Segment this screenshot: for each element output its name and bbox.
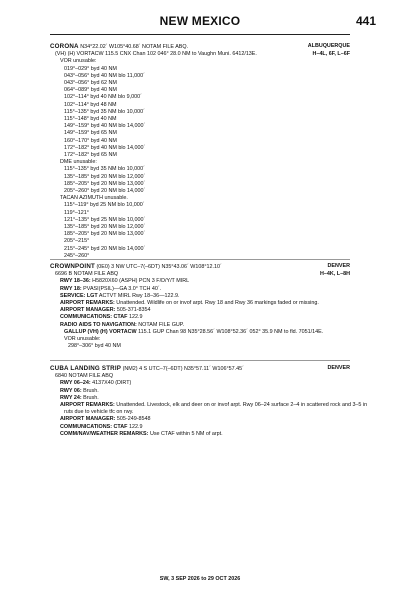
list-item: 205°–260° byd 20 NM blo 14,000´ [64,188,146,195]
page-header-state: NEW MEXICO [159,14,241,28]
tacan-unusable-list [50,202,350,260]
list-item: 172°–182° byd 40 NM blo 14,000´ [64,144,146,151]
list-item: 115°–135° byd 35 NM blo 10,000´ [64,166,145,173]
header-rule [50,34,350,35]
vor-unusable-label: VOR unusable: [64,336,101,343]
page-number: 441 [355,14,376,28]
list-item: 064°–089° byd 40 NM [64,87,117,94]
runway-end-line: RWY 18: PVASI(PSIL)—GA 3.0° TCH 40´. [60,285,162,292]
tacan-unusable-label: TACAN AZIMUTH unusable. [60,195,128,202]
runway-end-line: RWY 06: Brush. [60,387,99,394]
list-item: 043°–056° byd 62 NM [64,80,117,87]
entry-corona [50,43,350,260]
airport-remarks: AIRPORT REMARKS: Unattended. Livestock, elk and deer on or invof arpt. Rwy 06–24 surface 2–4 in scattered rock and 3–5 in [60,402,368,409]
elevation-notam: 6696 B NOTAM FILE ABQ [55,271,119,278]
region-label: DENVER [327,365,350,371]
airport-coordinates: N34°22.02´ W105°40.68´ NOTAM FILE ABQ. [80,44,189,50]
service-line: SERVICE: LGT ACTVT MIRL Rwy 18–36—122.9. [60,292,180,299]
region-label: DENVER [327,263,350,269]
communications: COMMUNICATIONS: CTAF 122.9 [60,314,143,321]
entry-crownpoint [50,263,350,350]
list-item: 172°–182° byd 65 NM [64,152,117,159]
runway-line: RWY 18–36: H5820X60 (ASPH) PCN 3 F/D/Y/T MIRL [60,278,190,285]
vor-unusable-label: VOR unusable: [60,58,97,65]
airport-name: CROWNPOINT [50,263,95,270]
list-item: 115°–148° byd 40 NM [64,116,117,123]
list-item: 185°–205° byd 20 NM blo 13,000´ [64,231,146,238]
entry-divider [50,259,350,260]
communications: COMMUNICATIONS: CTAF 122.9 [60,423,143,430]
list-item: 019°–029° byd 40 NM [64,65,117,72]
list-item: 115°–119° byd 25 NM blo 10,000´ [64,202,145,209]
list-item: 135°–185° byd 20 NM blo 12,000´ [64,224,146,231]
airport-remarks-continued: ruts due to vehicle tfc on rwy. [64,409,134,416]
list-item: 245°–260° [64,252,90,259]
airport-name: CORONA [50,43,79,50]
vor-unusable-list [50,66,350,160]
entry-cuba-landing-strip [50,365,368,438]
dme-unusable-label: DME unusable: [60,159,97,166]
airport-manager: AIRPORT MANAGER: 505-249-8548 [60,416,151,423]
list-item: 135°–185° byd 20 NM blo 12,000´ [64,173,146,180]
page-footer: SW, 3 SEP 2026 to 29 OCT 2026 [159,576,241,582]
list-item: 102°–114° byd 40 NM blo 9,000´ [64,94,142,101]
airport-remarks: AIRPORT REMARKS: Unattended. Wildlife on or invof arpt. Rwy 18 and Rwy 36 markings faded or missing. [60,300,319,307]
list-item: 185°–205° byd 20 NM blo 13,000´ [64,180,146,187]
airport-manager: AIRPORT MANAGER: 505-371-8354 [60,307,151,314]
navaid-line: (VH) (H) VORTACW 115.5 CNX Chan 102 046° 28.0 NM to Vaughn Muni. 6412/13E. [55,51,257,58]
airport-name: CUBA LANDING STRIP [50,365,122,372]
list-item: 298°–306° byd 40 NM [68,343,121,350]
comm-nav-weather-remarks: COMM/NAV/WEATHER REMARKS: Use CTAF within 5 NM of arpt. [60,430,223,437]
list-item: 102°–114° byd 48 NM [64,101,117,108]
list-item: 215°–245° byd 20 NM blo 14,000´ [64,245,146,252]
entry-divider [50,360,350,361]
radio-aids: RADIO AIDS TO NAVIGATION: NOTAM FILE GUP. [60,321,185,328]
dme-unusable-list [50,166,350,195]
airport-coordinates: (0E0) 3 NW UTC–7(–6DT) N35°43.06´ W108°12.10´ [96,264,222,270]
airport-coordinates: (NM2) 4 S UTC–7(–6DT) N35°57.11´ W106°57.45´ [122,366,244,372]
list-item: 119°–121° [64,209,89,216]
list-item: 149°–159° byd 65 NM [64,130,117,137]
runway-line: RWY 06–24: 4137X40 (DIRT) [60,380,132,387]
elevation-notam: 6840 NOTAM FILE ABQ [55,373,114,380]
list-item: 149°–159° byd 40 NM blo 14,000´ [64,123,146,130]
list-item: 160°–170° byd 40 NM [64,137,117,144]
navaid-line: GALLUP (VH) (H) VORTACW 115.1 GUP Chan 98 N35°28.56´ W108°52.36´ 052° 35.9 NM to fld. 7051/14E. [64,328,324,335]
list-item: 205°–215° [64,238,90,245]
list-item: 115°–135° byd 35 NM blo 10,000´ [64,108,145,115]
list-item: 043°–056° byd 40 NM blo 11,000´ [64,72,145,79]
chart-refs: H–4L, 6F, L–6F [312,51,350,58]
runway-end-line: RWY 24: Brush. [60,394,99,401]
region-label: ALBUQUERQUE [307,43,350,49]
chart-refs: H–4K, L–8H [320,271,350,278]
list-item: 121°–135° byd 25 NM blo 10,000´ [64,216,146,223]
